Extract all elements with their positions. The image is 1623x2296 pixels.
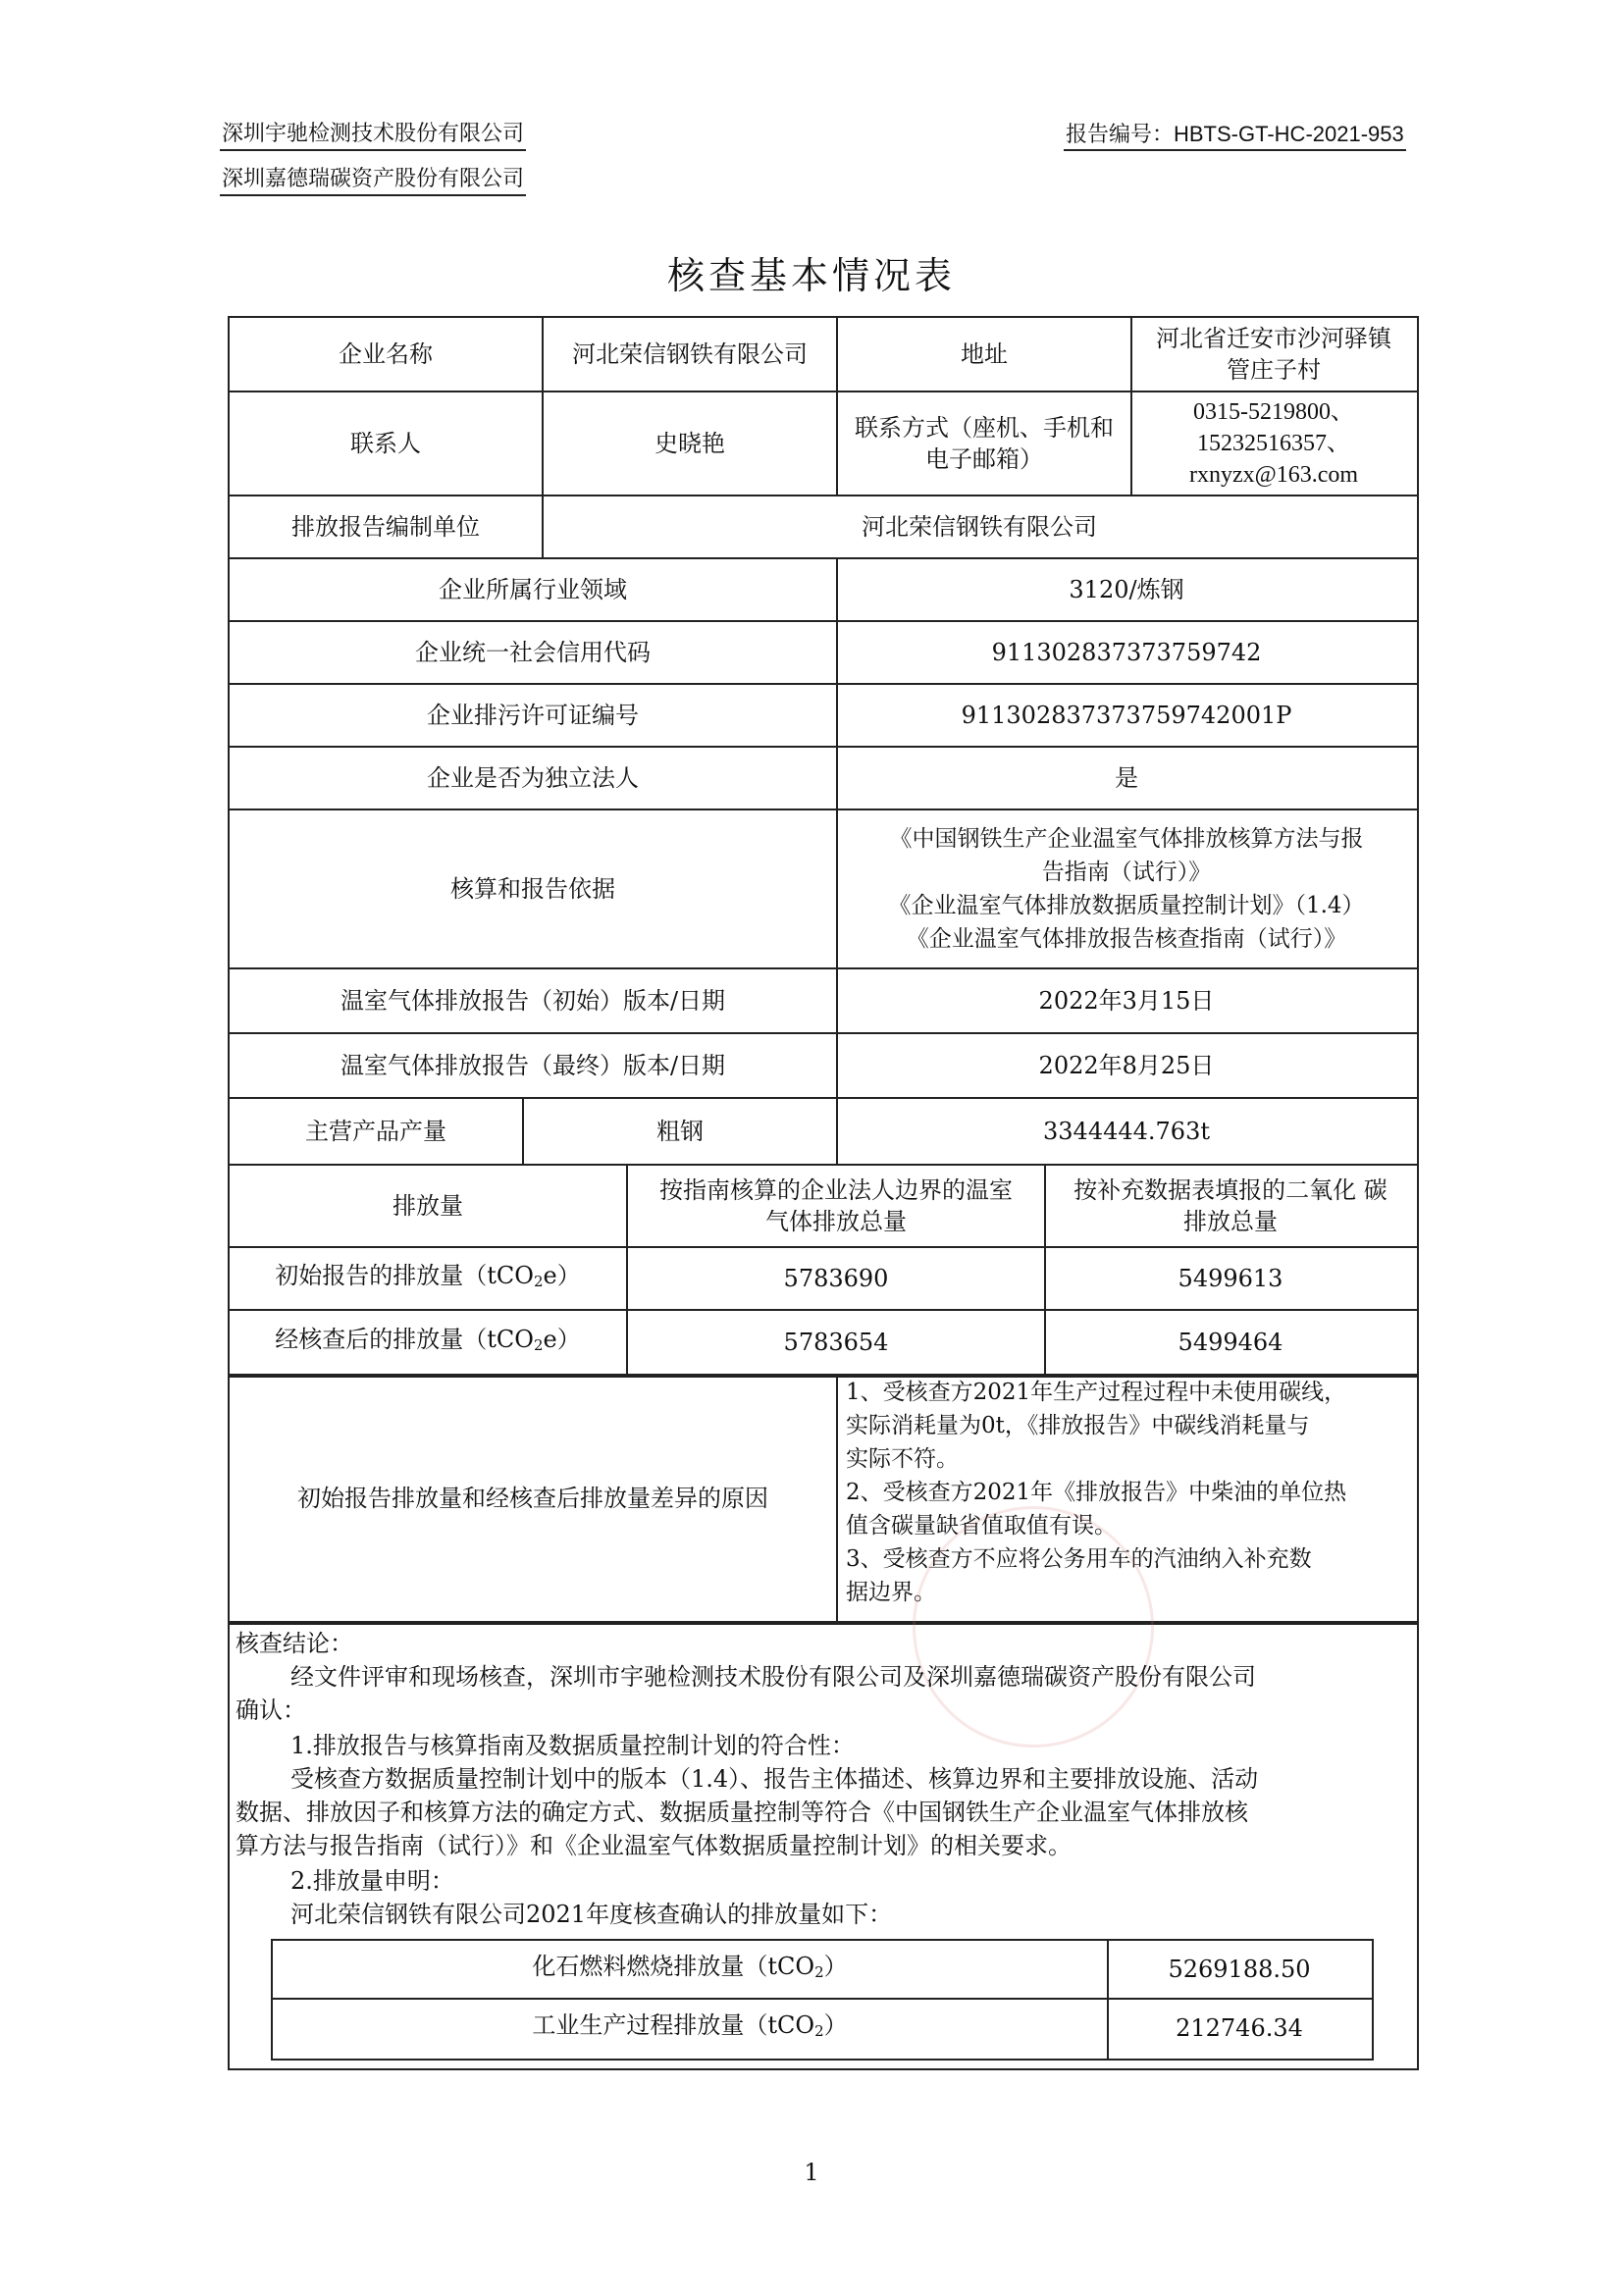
col-a-header (628, 1166, 1044, 1246)
conclusion-p2-cont: 算方法与报告指南（试行）》和《企业温室气体数据质量控制计划》的相关要求。 (236, 1832, 1072, 1859)
diff-line: 值含碳量缺省值取值有误。 (846, 1513, 1117, 1539)
subscript: 2 (814, 2022, 824, 2040)
verified-emission-label (230, 1311, 626, 1374)
unit-suffix: e） (543, 1262, 581, 1289)
initial-version-label: 温室气体排放报告（初始）版本/日期 (340, 987, 726, 1015)
legal-person-label: 企业是否为独立法人 (427, 764, 639, 792)
contact-email: rxnyzx@163.com (1188, 462, 1359, 488)
product-name: 粗钢 (656, 1118, 704, 1145)
seal-stamp (913, 1506, 1154, 1748)
basis-value (838, 810, 1415, 967)
industry-label: 企业所属行业领域 (439, 576, 627, 603)
conclusion-item-2: 2.排放量申明： (290, 1867, 454, 1895)
diff-line: 2、受核查方2021年《排放报告》中柴油的单位热 (846, 1480, 1347, 1505)
product-output: 3344444.763t (1043, 1118, 1210, 1145)
contact-method-line: 电子邮箱） (925, 445, 1043, 473)
verified-emission-a: 5783654 (783, 1329, 889, 1356)
col-a-line: 气体排放总量 (765, 1208, 907, 1235)
unit-suffix: ） (823, 2011, 848, 2039)
diff-line: 据边界。 (846, 1580, 936, 1605)
compiler-value: 河北荣信钢铁有限公司 (862, 513, 1097, 541)
credit-code-value: 911302837373759742 (991, 639, 1262, 666)
address-value (1132, 318, 1415, 391)
conclusion-item-1: 1.排放报告与核算指南及数据质量控制计划的符合性： (290, 1732, 855, 1759)
col-b-line: 排放总量 (1183, 1208, 1278, 1235)
address-label: 地址 (961, 340, 1008, 368)
final-version-label: 温室气体排放报告（最终）版本/日期 (340, 1052, 726, 1079)
permit-label: 企业排污许可证编号 (427, 702, 639, 729)
company-name-label: 企业名称 (339, 340, 433, 368)
subscript: 2 (814, 1963, 824, 1981)
initial-emission-a: 5783690 (783, 1265, 889, 1292)
col-a-line: 按指南核算的企业法人边界的温室 (659, 1176, 1013, 1204)
col-b-line: 按补充数据表填报的二氧化 碳 (1073, 1176, 1387, 1204)
conclusion-p2-cont: 数据、排放因子和核算方法的确定方式、数据质量控制等符合《中国钢铁生产企业温室气体排放核 (236, 1799, 1248, 1826)
diff-line: 实际消耗量为0t，《排放报告》中碳线消耗量与 (846, 1413, 1310, 1438)
conclusion-p2: 受核查方数据质量控制计划中的版本（1.4）、报告主体描述、核算边界和主要排放设施、活动 (290, 1765, 1259, 1793)
industry-value: 3120/炼钢 (1069, 576, 1184, 603)
diff-line: 实际不符。 (846, 1446, 959, 1472)
page-number: 1 (804, 2159, 819, 2186)
subscript: 2 (533, 1336, 544, 1354)
contact-method-line: 联系方式（座机、手机和 (855, 414, 1114, 442)
diff-line: 1、受核查方2021年生产过程过程中未使用碳线， (846, 1380, 1347, 1405)
credit-code-label: 企业统一社会信用代码 (415, 639, 651, 666)
fossil-fuel-label (273, 1941, 1107, 1998)
basis-line: 《企业温室气体排放数据质量控制计划》（1.4） (888, 893, 1365, 918)
basis-line: 《中国钢铁生产企业温室气体排放核算方法与报 (889, 826, 1364, 852)
contact-line: 15232516357、 (1197, 431, 1350, 456)
subscript: 2 (533, 1273, 544, 1290)
compiler-label: 排放报告编制单位 (291, 513, 480, 541)
fossil-fuel-value: 5269188.50 (1168, 1956, 1311, 1983)
product-label: 主营产品产量 (305, 1118, 446, 1145)
conclusion-p1-cont: 确认： (236, 1696, 306, 1724)
legal-person-value: 是 (1115, 764, 1138, 792)
report-number: 报告编号：HBTS-GT-HC-2021-953 (1064, 120, 1406, 151)
basis-label: 核算和报告依据 (450, 875, 615, 903)
address-line: 管庄子村 (1227, 356, 1321, 384)
emission-label: 排放量 (393, 1192, 463, 1220)
diff-label: 初始报告排放量和经核查后排放量差异的原因 (297, 1485, 768, 1512)
header-company-2: 深圳嘉德瑞碳资产股份有限公司 (220, 165, 526, 196)
basis-line: 告指南（试行）》 (1041, 860, 1212, 885)
contact-method-label (838, 392, 1130, 495)
industrial-process-text: 工业生产过程排放量（tCO (532, 2011, 815, 2039)
conclusion-p3: 河北荣信钢铁有限公司2021年度核查确认的排放量如下： (290, 1901, 893, 1928)
final-version-value: 2022年8月25日 (1038, 1052, 1215, 1079)
initial-emission-b: 5499613 (1178, 1265, 1283, 1292)
initial-version-value: 2022年3月15日 (1038, 987, 1215, 1015)
company-name-value: 河北荣信钢铁有限公司 (572, 340, 808, 368)
contact-label: 联系人 (350, 430, 421, 457)
verified-emission-text: 经核查后的排放量（tCO (275, 1326, 534, 1353)
basis-line: 《企业温室气体排放报告核查指南（试行）》 (906, 926, 1347, 952)
unit-suffix: e） (543, 1326, 581, 1353)
header-company-1: 深圳宇驰检测技术股份有限公司 (220, 120, 526, 151)
fossil-fuel-text: 化石燃料燃烧排放量（tCO (532, 1953, 815, 1980)
industrial-process-value: 212746.34 (1176, 2014, 1303, 2042)
verified-emission-b: 5499464 (1178, 1329, 1283, 1356)
industrial-process-label (273, 2000, 1107, 2057)
contact-method-value (1132, 392, 1415, 495)
col-b-header (1046, 1166, 1415, 1246)
page-title: 核查基本情况表 (666, 254, 956, 297)
initial-emission-label (230, 1248, 626, 1309)
initial-emission-text: 初始报告的排放量（tCO (275, 1262, 534, 1289)
contact-value: 史晓艳 (654, 430, 725, 457)
unit-suffix: ） (823, 1953, 848, 1980)
permit-value: 911302837373759742001P (961, 702, 1292, 729)
conclusion-heading: 核查结论： (236, 1630, 353, 1657)
diff-line: 3、受核查方不应将公务用车的汽油纳入补充数 (846, 1546, 1312, 1572)
contact-line: 0315-5219800、 (1193, 399, 1354, 425)
conclusion-p1: 经文件评审和现场核查，深圳市宇驰检测技术股份有限公司及深圳嘉德瑞碳资产股份有限公司 (290, 1663, 1256, 1691)
address-line: 河北省迁安市沙河驿镇 (1156, 325, 1391, 352)
